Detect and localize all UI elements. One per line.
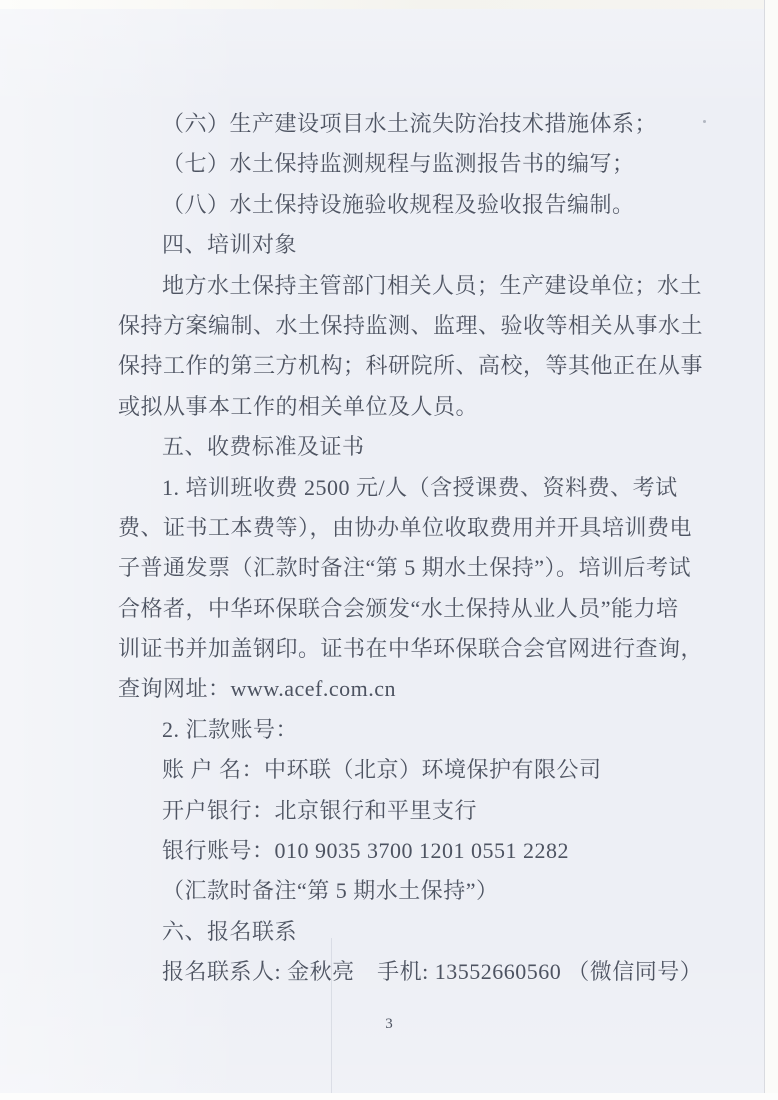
- document-line: 银行账号：010 9035 3700 1201 0551 2282: [162, 838, 570, 864]
- scan-bottom-edge: [0, 1093, 778, 1100]
- document-line: 2. 汇款账号：: [162, 716, 299, 742]
- document-line: 查询网址：www.acef.com.cn: [118, 676, 396, 702]
- document-line: 保持方案编制、水土保持监测、监理、验收等相关从事水土: [118, 312, 704, 338]
- document-line: 六、报名联系: [162, 918, 298, 944]
- document-line: 子普通发票（汇款时备注“第 5 期水土保持”）。培训后考试: [118, 555, 692, 581]
- document-line: 训证书并加盖钢印。证书在中华环保联合会官网进行查询，: [118, 636, 704, 662]
- document-line: 或拟从事本工作的相关单位及人员。: [118, 393, 479, 419]
- scan-speck: [703, 120, 706, 123]
- document-line: 费、证书工本费等），由协办单位收取费用并开具培训费电: [118, 514, 693, 540]
- scan-right-edge: [764, 0, 778, 1100]
- page-number: 3: [385, 1016, 393, 1032]
- document-line: 报名联系人: 金秋亮 手机: 13552660560 （微信同号）: [162, 959, 703, 985]
- document-line: （七）水土保持监测规程与监测报告书的编写；: [162, 151, 635, 177]
- document-line: 四、培训对象: [162, 232, 298, 258]
- document-line: 保持工作的第三方机构；科研院所、高校，等其他正在从事: [118, 353, 704, 379]
- document-line: 开户银行：北京银行和平里支行: [162, 797, 478, 823]
- document-line: 地方水土保持主管部门相关人员；生产建设单位；水土: [162, 272, 703, 298]
- scan-top-edge: [0, 0, 778, 9]
- document-line: 1. 培训班收费 2500 元/人（含授课费、资料费、考试: [162, 474, 678, 500]
- text-block: [118, 104, 704, 993]
- document-line: （八）水土保持设施验收规程及验收报告编制。: [162, 191, 635, 217]
- document-line: 五、收费标准及证书: [162, 434, 365, 460]
- document-line: 合格者，中华环保联合会颁发“水土保持从业人员”能力培: [118, 595, 679, 621]
- document-line: （六）生产建设项目水土流失防治技术措施体系；: [162, 111, 658, 136]
- document-line: 账 户 名：中环联（北京）环境保护有限公司: [162, 757, 602, 783]
- document-line: （汇款时备注“第 5 期水土保持”）: [162, 878, 499, 904]
